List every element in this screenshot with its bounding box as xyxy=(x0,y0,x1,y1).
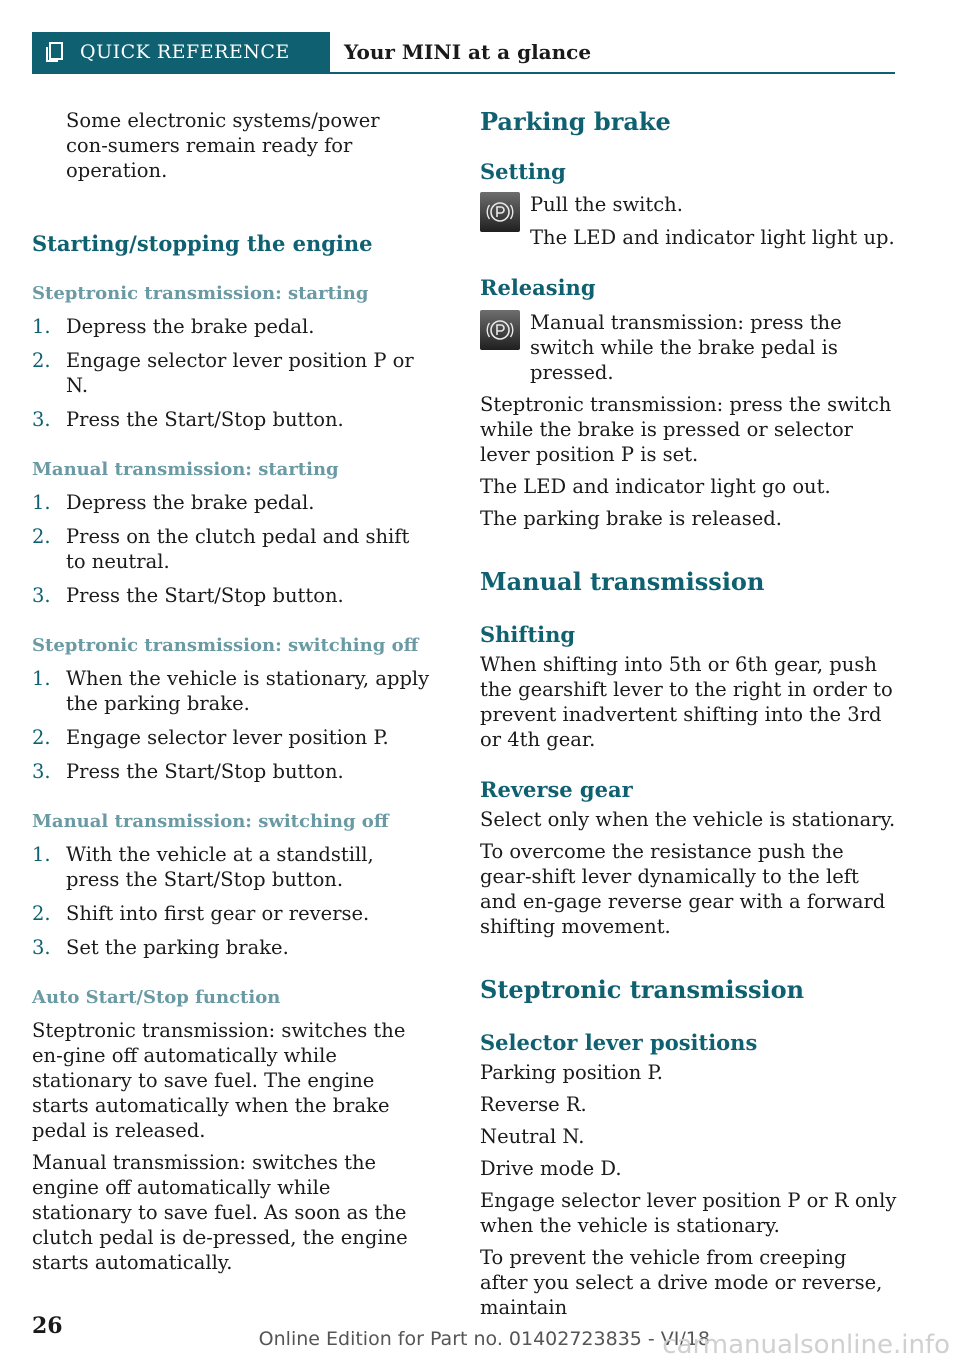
page-header xyxy=(32,32,895,74)
steps-list xyxy=(32,314,432,432)
steptronic-transmission-heading: Steptronic transmission xyxy=(480,975,805,1004)
list-item: 2. Press on the clutch pedal and shift to neutral. xyxy=(32,525,410,573)
setting-instruction: Pull the switch. xyxy=(530,193,683,216)
watermark: carmanualsonline.info xyxy=(662,1330,950,1360)
steps-list xyxy=(32,490,432,608)
paragraph: Engage selector lever position P or R only when the vehicle is stationary. xyxy=(480,1189,897,1237)
paragraph: Parking position P. xyxy=(480,1061,663,1084)
paragraph: To overcome the resistance push the gear‑shift lever dynamically to the left and en‑gage reverse gear with a forward shifting movement. xyxy=(480,840,886,938)
paragraph: When shifting into 5th or 6th gear, push the gearshift lever to the right in order to prevent inadvertent shifting into the 3rd or 4th gear. xyxy=(480,653,893,751)
chapter-title[interactable]: Your MINI at a glance xyxy=(344,40,592,64)
list-item: 3. Press the Start/Stop button. xyxy=(32,408,344,431)
paragraph: Neutral N. xyxy=(480,1125,585,1148)
list-item: 2. Engage selector lever position P. xyxy=(32,726,389,749)
list-item: 3. Set the parking brake. xyxy=(32,936,289,959)
intro-text: Some electronic systems/power con‑sumers remain ready for operation. xyxy=(66,109,380,182)
paragraph: Steptronic transmission: press the switch while the brake is pressed or selector lever position P is set. xyxy=(480,393,892,466)
list-item: 1. Depress the brake pedal. xyxy=(32,491,315,514)
paragraph: Manual transmission: switches the engine off automatically while stationary to save fuel. As soon as the clutch pedal is de‑pressed, the engine starts automatically. xyxy=(32,1151,408,1274)
paragraph: Reverse R. xyxy=(480,1093,587,1116)
edition-note: Online Edition for Part no. 01402723835 - VI/18 xyxy=(258,1328,710,1350)
paragraph: Steptronic transmission: switches the en‑gine off automatically while stationary to save fuel. The engine starts automatically when the brake pedal is released. xyxy=(32,1019,406,1142)
parking-brake-heading: Parking brake xyxy=(480,107,671,136)
subheading: Steptronic transmission: starting xyxy=(32,283,369,304)
parking-brake-switch xyxy=(480,310,520,350)
section-title: QUICK REFERENCE xyxy=(80,41,290,63)
book-icon xyxy=(44,41,66,63)
paragraph: The LED and indicator light go out. xyxy=(480,475,831,498)
releasing-manual-text: Manual transmission: press the switch while the brake pedal is pressed. xyxy=(530,311,842,384)
setting-heading: Setting xyxy=(480,159,566,184)
parking-brake-icon xyxy=(480,310,520,350)
subheading: Manual transmission: starting xyxy=(32,459,339,480)
paragraph: Drive mode D. xyxy=(480,1157,622,1180)
steps-list xyxy=(32,842,432,960)
subheading: Steptronic transmission: switching off xyxy=(32,635,419,656)
releasing-heading: Releasing xyxy=(480,275,596,300)
left-column xyxy=(32,100,432,1275)
selector-lever-heading: Selector lever positions xyxy=(480,1030,758,1055)
list-item: 2. Engage selector lever position P or N. xyxy=(32,349,414,397)
parking-brake-switch xyxy=(480,192,520,232)
parking-brake-icon xyxy=(480,192,520,232)
steps-list xyxy=(32,666,432,784)
paragraph: The parking brake is released. xyxy=(480,507,782,530)
starting-stopping-heading: Starting/stopping the engine xyxy=(32,231,373,256)
list-item: 1. Depress the brake pedal. xyxy=(32,315,315,338)
setting-block xyxy=(480,192,900,250)
reverse-gear-heading: Reverse gear xyxy=(480,777,633,802)
subheading: Manual transmission: switching off xyxy=(32,811,389,832)
list-item: 1. With the vehicle at a standstill, press the Start/Stop button. xyxy=(32,843,374,891)
shifting-heading: Shifting xyxy=(480,622,576,647)
right-column xyxy=(480,100,900,1320)
quick-reference-tab[interactable] xyxy=(32,32,330,72)
setting-result: The LED and indicator light light up. xyxy=(530,226,895,249)
releasing-block xyxy=(480,310,900,385)
page-number: 26 xyxy=(32,1313,63,1339)
subheading: Auto Start/Stop function xyxy=(32,987,281,1008)
paragraph: To prevent the vehicle from creeping after you select a drive mode or reverse, maintain xyxy=(480,1246,883,1319)
list-item: 2. Shift into first gear or reverse. xyxy=(32,902,370,925)
list-item: 3. Press the Start/Stop button. xyxy=(32,584,344,607)
list-item: 1. When the vehicle is stationary, apply the parking brake. xyxy=(32,667,430,715)
list-item: 3. Press the Start/Stop button. xyxy=(32,760,344,783)
manual-transmission-heading: Manual transmission xyxy=(480,567,765,596)
paragraph: Select only when the vehicle is stationary. xyxy=(480,808,896,831)
